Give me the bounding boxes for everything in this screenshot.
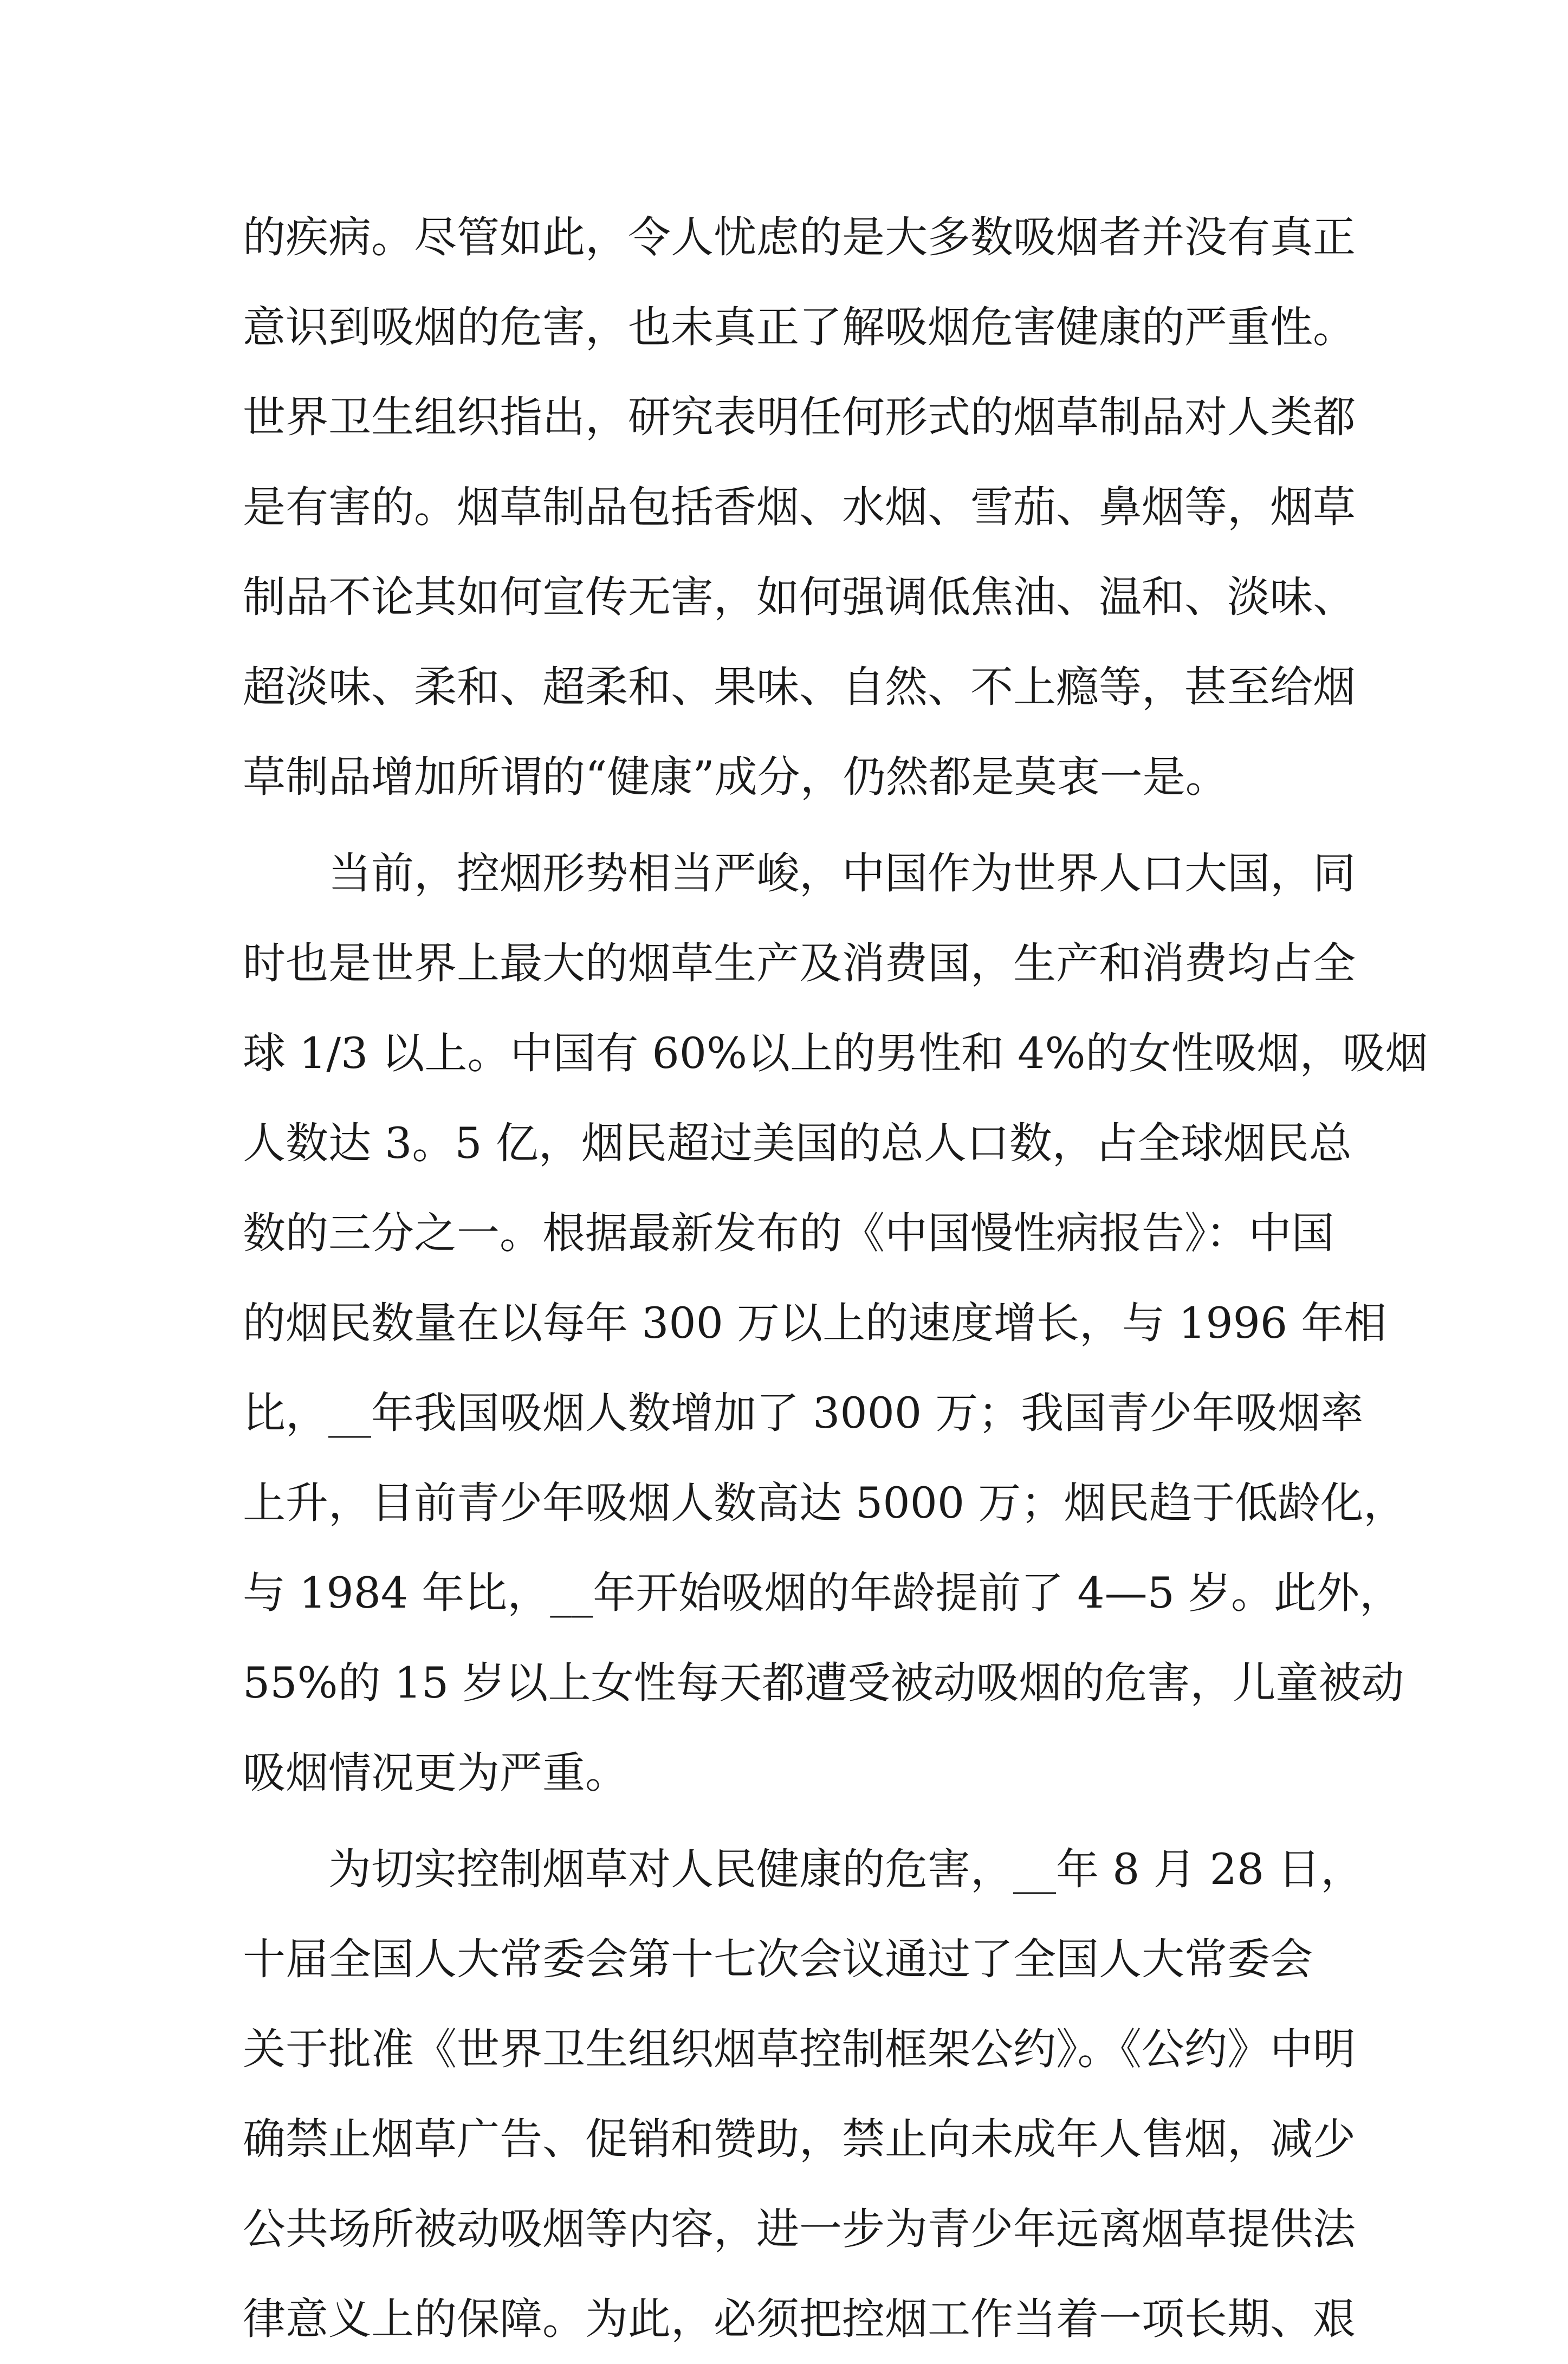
paragraph-1-line-3: 世界卫生组织指出，研究表明任何形式的烟草制品对人类都 <box>243 392 1356 442</box>
paragraph-3-line-3: 关于批准《世界卫生组织烟草控制框架公约》。《公约》中明 <box>243 2024 1356 2074</box>
paragraph-3-line-4: 确禁止烟草广告、促销和赞助，禁止向未成年人售烟，减少 <box>243 2114 1356 2164</box>
paragraph-1-line-1: 的疾病。尽管如此，令人忧虑的是大多数吸烟者并没有真正 <box>243 212 1356 262</box>
paragraph-1-line-7: 草制品增加所谓的“健康”成分，仍然都是莫衷一是。 <box>243 752 1228 802</box>
paragraph-2-line-2: 时也是世界上最大的烟草生产及消费国，生产和消费均占全 <box>243 938 1356 988</box>
paragraph-2-line-11: 吸烟情况更为严重。 <box>243 1748 628 1798</box>
paragraph-3-line-5: 公共场所被动吸烟等内容，进一步为青少年远离烟草提供法 <box>243 2204 1356 2254</box>
paragraph-2-line-10: 55%的 15 岁以上女性每天都遭受被动吸烟的危害，儿童被动 <box>243 1658 1404 1708</box>
paragraph-2-line-8: 上升，目前青少年吸烟人数高达 5000 万；烟民趋于低龄化， <box>243 1478 1407 1528</box>
paragraph-2-line-9: 与 1984 年比，__年开始吸烟的年龄提前了 4—5 岁。此外， <box>243 1568 1403 1618</box>
paragraph-spacer <box>243 1818 1326 1824</box>
paragraph-2-line-6: 的烟民数量在以每年 300 万以上的速度增长，与 1996 年相 <box>243 1298 1387 1348</box>
paragraph-2-line-3: 球 1/3 以上。中国有 60%以上的男性和 4%的女性吸烟，吸烟 <box>243 1028 1428 1078</box>
paragraph-3-line-2: 十届全国人大常委会第十七次会议通过了全国人大常委会 <box>243 1934 1313 1984</box>
paragraph-1-line-2: 意识到吸烟的危害，也未真正了解吸烟危害健康的严重性。 <box>243 302 1356 352</box>
paragraph-1-line-6: 超淡味、柔和、超柔和、果味、自然、不上瘾等，甚至给烟 <box>243 662 1356 712</box>
paragraph-1-line-5: 制品不论其如何宣传无害，如何强调低焦油、温和、淡味、 <box>243 572 1356 622</box>
document-body <box>243 192 1428 2364</box>
paragraph-2-line-7: 比，__年我国吸烟人数增加了 3000 万；我国青少年吸烟率 <box>243 1388 1364 1438</box>
paragraph-3-line-6: 律意义上的保障。为此，必须把控烟工作当着一项长期、艰 <box>243 2294 1356 2344</box>
paragraph-3-line-1: 为切实控制烟草对人民健康的危害，__年 8 月 28 日， <box>328 1844 1364 1894</box>
paragraph-2-line-5: 数的三分之一。根据最新发布的《中国慢性病报告》：中国 <box>243 1208 1334 1258</box>
paragraph-1-line-4: 是有害的。烟草制品包括香烟、水烟、雪茄、鼻烟等，烟草 <box>243 482 1356 532</box>
paragraph-2-line-1: 当前，控烟形势相当严峻，中国作为世界人口大国，同 <box>328 849 1356 898</box>
paragraph-2-line-4: 人数达 3。5 亿，烟民超过美国的总人口数，占全球烟民总 <box>243 1118 1352 1168</box>
paragraph-spacer <box>243 822 1326 828</box>
